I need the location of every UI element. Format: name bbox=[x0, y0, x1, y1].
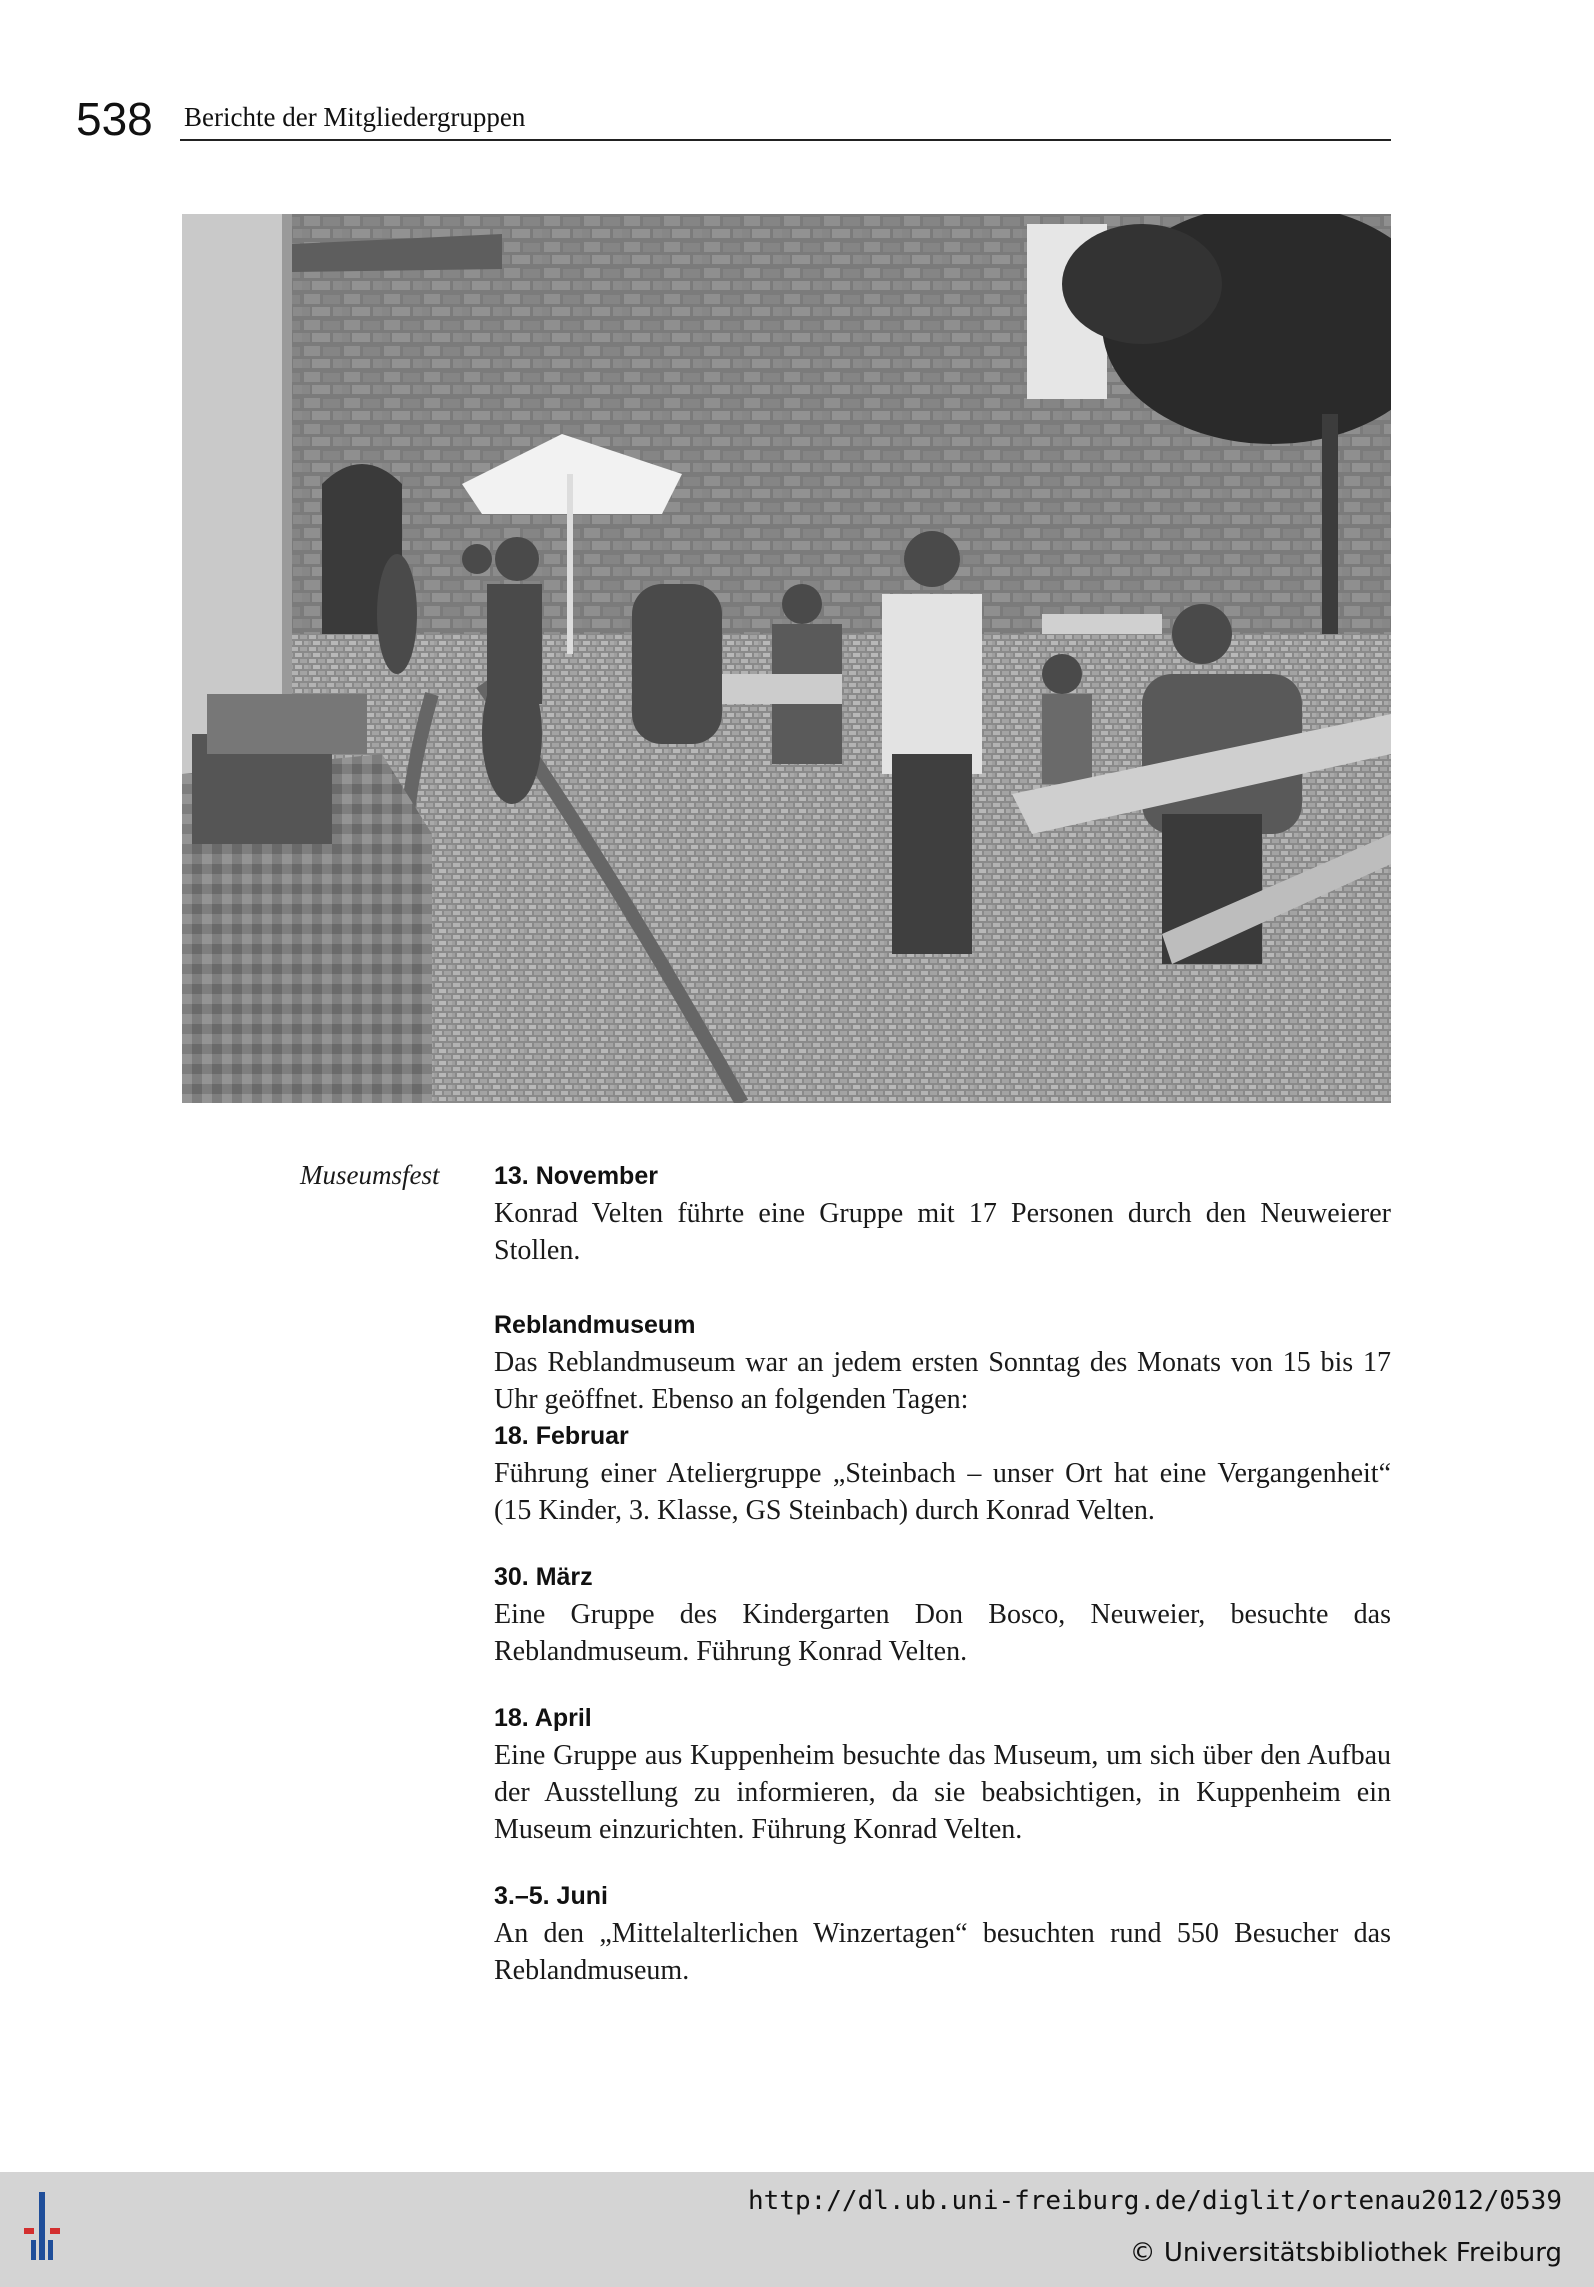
footer-bar bbox=[0, 2172, 1594, 2287]
entry-3-5-juni bbox=[494, 1878, 1391, 1989]
page-number: 538 bbox=[76, 93, 153, 145]
entry-date: 30. März bbox=[494, 1563, 593, 1591]
entry-text: Konrad Velten führte eine Gruppe mit 17 Personen durch den Neuweierer Stollen. bbox=[494, 1198, 1391, 1266]
report-content bbox=[494, 1158, 1391, 2019]
section-intro: Das Reblandmuseum war an jedem ersten Sonntag des Monats von 15 bis 17 Uhr geöffnet. Ebenso an folgenden Tagen: bbox=[494, 1347, 1391, 1415]
entry-text: An den „Mittelalterlichen Winzertagen“ besuchten rund 550 Besucher das Reblandmuseum. bbox=[494, 1918, 1391, 1986]
ub-freiburg-logo-icon bbox=[22, 2192, 62, 2265]
running-title: Berichte der Mitgliedergruppen bbox=[184, 102, 526, 132]
entry-text: Eine Gruppe des Kindergarten Don Bosco, Neuweier, besuchte das Reblandmuseum. Führung Konrad Velten. bbox=[494, 1599, 1391, 1667]
footer-copyright: © Universitätsbibliothek Freiburg bbox=[1129, 2238, 1562, 2268]
entry-text: Eine Gruppe aus Kuppenheim besuchte das Museum, um sich über den Aufbau der Ausstellung zu informieren, da sie beabsichtigen, in Kuppenheim ein Museum einzurichten. Führung Konrad Velten. bbox=[494, 1740, 1391, 1845]
entry-18-februar bbox=[494, 1418, 1391, 1529]
festival-photo bbox=[182, 214, 1391, 1103]
section-title: Reblandmuseum bbox=[494, 1311, 696, 1339]
header-rule bbox=[180, 139, 1391, 141]
entry-date: 18. April bbox=[494, 1704, 592, 1732]
entry-date: 13. November bbox=[494, 1162, 658, 1190]
entry-30-maerz bbox=[494, 1559, 1391, 1670]
entry-18-april bbox=[494, 1700, 1391, 1848]
footer-url-link[interactable]: http://dl.ub.uni-freiburg.de/diglit/ortenau2012/0539 bbox=[748, 2186, 1562, 2216]
entry-text: Führung einer Ateliergruppe „Steinbach – unser Ort hat eine Vergangenheit“ (15 Kinder, 3. Klasse, GS Steinbach) durch Konrad Velten. bbox=[494, 1458, 1391, 1526]
entry-13-november bbox=[494, 1158, 1391, 1269]
entry-date: 18. Februar bbox=[494, 1422, 629, 1450]
marginal-note: Museumsfest bbox=[300, 1160, 440, 1190]
entry-date: 3.–5. Juni bbox=[494, 1882, 608, 1910]
